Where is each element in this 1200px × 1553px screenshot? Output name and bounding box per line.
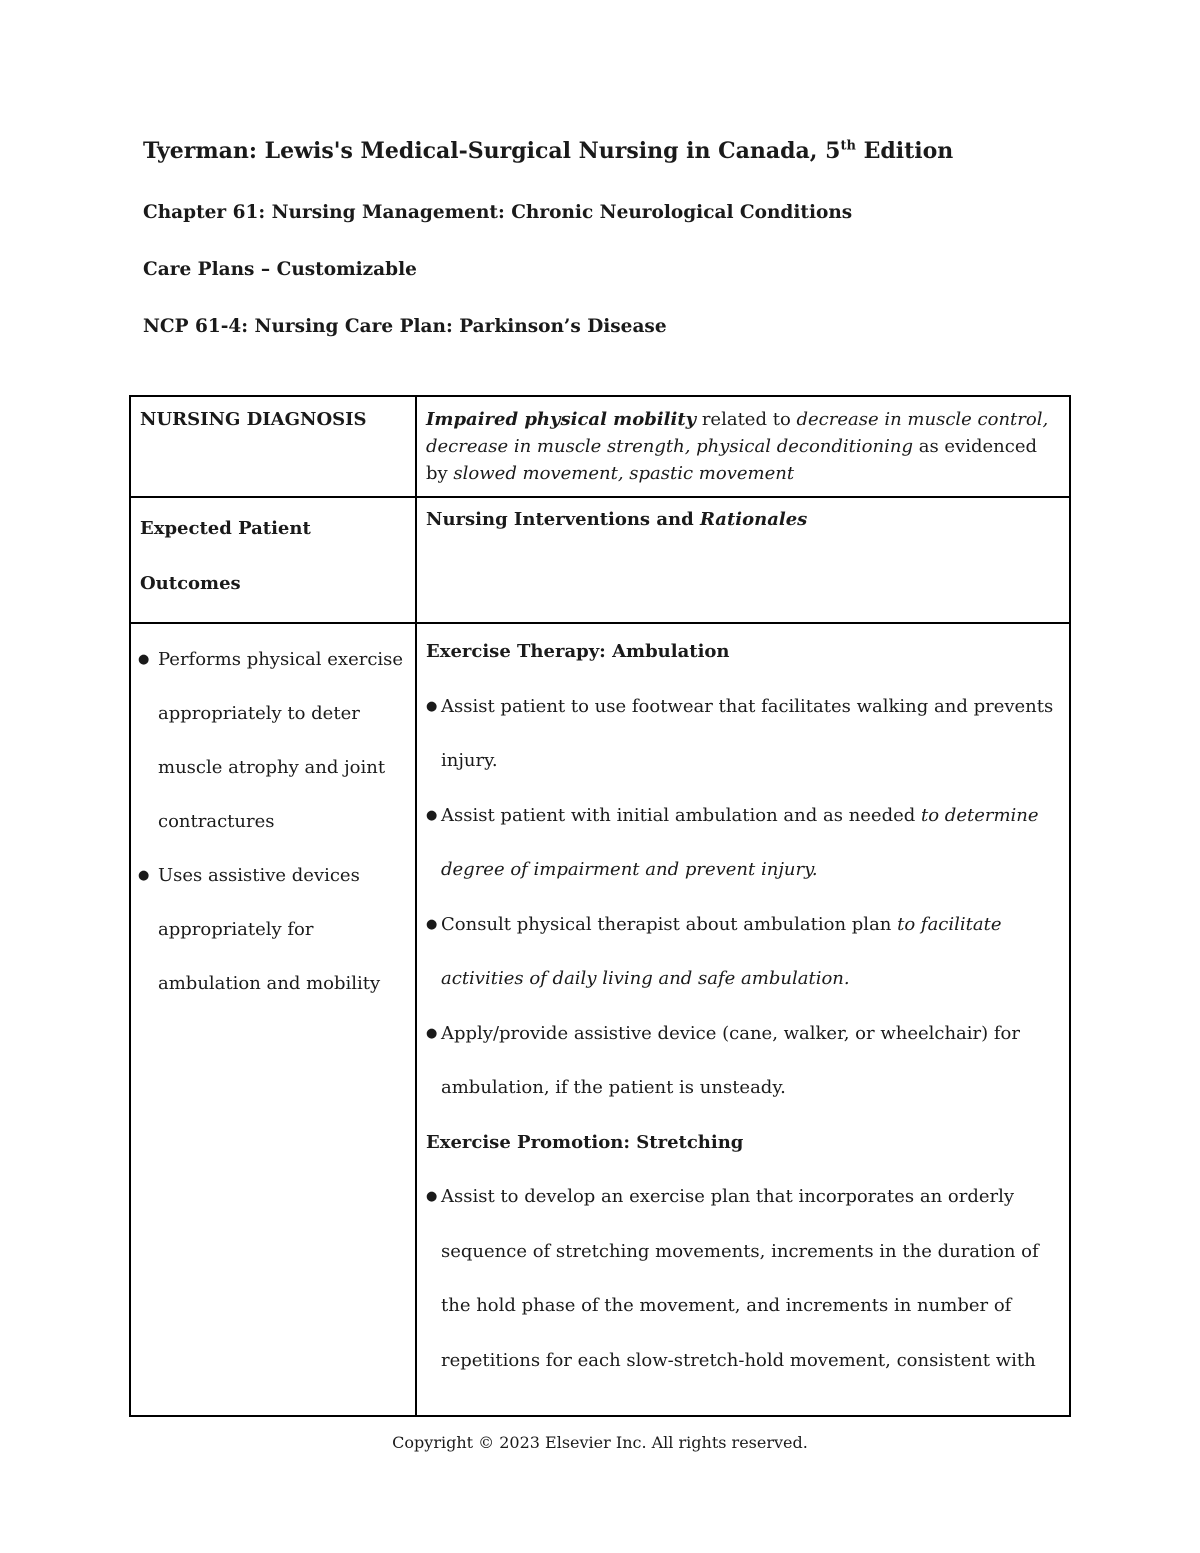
bullet-icon: ●: [138, 868, 150, 883]
bullet-icon: ●: [426, 698, 438, 714]
outcome-text: Performs physical exercise appropriately to deter muscle atrophy and joint contractures: [158, 649, 404, 832]
outcome-list: [135, 633, 411, 1011]
copyright-notice: Copyright © 2023 Elsevier Inc. All rights reserved.: [392, 1433, 808, 1452]
diagnosis-evidence: slowed movement, spastic movement: [453, 463, 795, 484]
intervention-text: Assist patient to use footwear that facilitates walking and prevents injury.: [441, 695, 1054, 771]
bullet-icon: ●: [426, 916, 438, 932]
interventions-header: [426, 506, 1061, 533]
diagnosis-causes: decrease in muscle control, decrease in muscle strength, physical deconditioning: [426, 409, 1049, 457]
expected-outcomes-header-line: Expected Patient: [140, 518, 311, 539]
intervention-text: Apply/provide assistive device (cane, walker, or wheelchair) for ambulation, if the patient is unsteady.: [441, 1022, 1020, 1098]
intervention-item: [426, 789, 1061, 898]
intervention-item: [426, 680, 1061, 789]
interventions-list: [426, 625, 1061, 1388]
intervention-rationale: to determine degree of impairment and prevent injury.: [441, 804, 1039, 880]
care-plan-table: [129, 395, 1071, 1417]
intervention-text: Assist to develop an exercise plan that incorporates an orderly sequence of stretching movements, increments in the duration of the hold phase of the movement, and increments in number of repetitions for each slow-stretch-hold movement, consistent with: [441, 1186, 1039, 1371]
nursing-diagnosis-text: [426, 406, 1061, 487]
section-title: Care Plans – Customizable: [143, 259, 417, 280]
expected-outcomes-header: [140, 501, 406, 611]
bullet-icon: ●: [138, 652, 150, 667]
nursing-diagnosis-label: NURSING DIAGNOSIS: [140, 409, 367, 430]
intervention-group-title: Exercise Therapy: Ambulation: [426, 641, 730, 662]
intervention-text: Consult physical therapist about ambulation plan: [441, 913, 898, 935]
book-title-superscript: th: [840, 138, 856, 154]
intervention-group-title: Exercise Promotion: Stretching: [426, 1131, 744, 1153]
chapter-title: Chapter 61: Nursing Management: Chronic Neurological Conditions: [143, 202, 853, 223]
diagnosis-connector: related to: [696, 409, 797, 430]
book-title-text: Tyerman: Lewis's Medical-Surgical Nursing in Canada, 5: [143, 138, 841, 164]
care-plan-title: NCP 61-4: Nursing Care Plan: Parkinson’s Disease: [143, 316, 667, 337]
outcome-item: [135, 633, 411, 849]
intervention-text: Assist patient with initial ambulation and as needed: [441, 804, 922, 826]
diagnosis-term: Impaired physical mobility: [426, 409, 697, 430]
row-divider: [131, 622, 1069, 624]
book-title-edition: Edition: [855, 138, 954, 164]
intervention-item: [426, 1170, 1061, 1388]
bullet-icon: ●: [426, 1189, 438, 1204]
intervention-rationale: to facilitate activities of daily living and safe ambulation.: [441, 913, 1002, 989]
outcome-item: [135, 849, 411, 1011]
column-divider: [415, 397, 417, 1415]
bullet-icon: ●: [426, 1025, 438, 1041]
expected-outcomes-header-line: Outcomes: [140, 573, 241, 594]
row-divider: [131, 496, 1069, 498]
book-title: [143, 138, 953, 164]
outcome-text: Uses assistive devices appropriately for ambulation and mobility: [158, 865, 381, 994]
diagnosis-connector: as evidenced by: [426, 436, 1037, 484]
intervention-item: [426, 898, 1061, 1007]
interventions-header-rationales: Rationales: [699, 509, 808, 530]
intervention-item: [426, 1007, 1061, 1116]
interventions-header-text: Nursing Interventions and: [426, 509, 700, 530]
bullet-icon: ●: [426, 807, 438, 823]
